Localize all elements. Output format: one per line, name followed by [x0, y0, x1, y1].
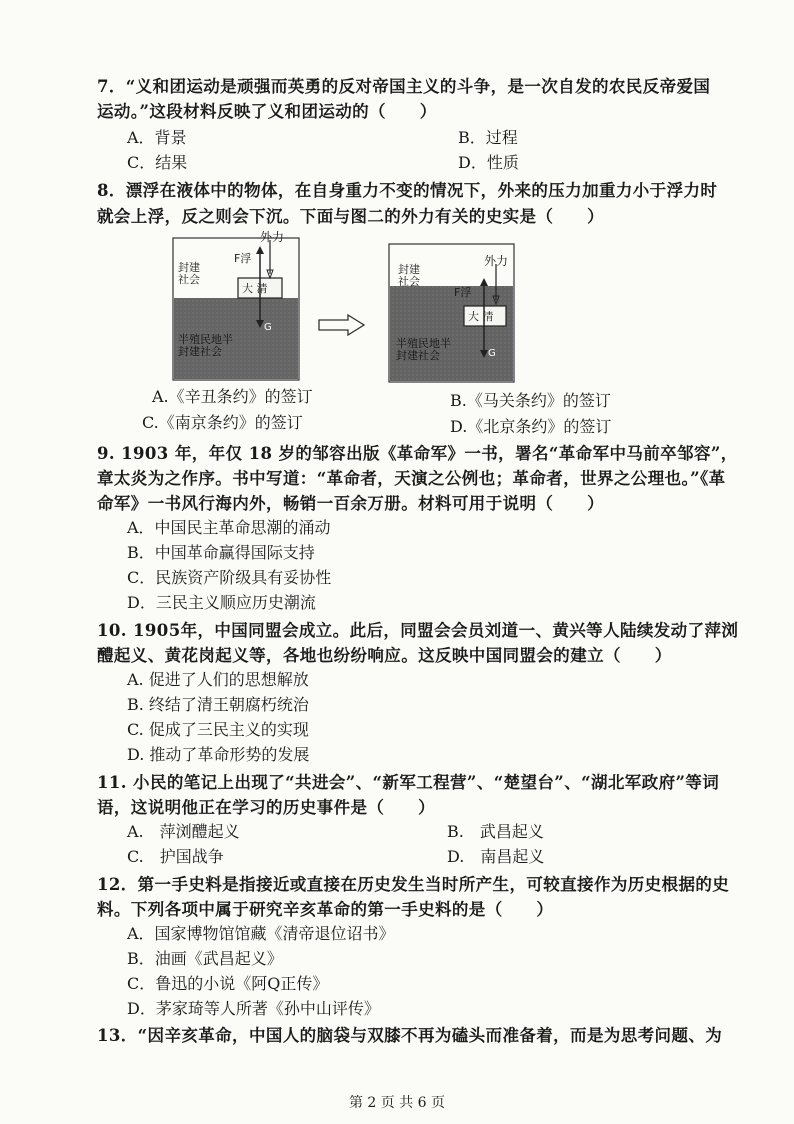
fig1-feudal-society-label: 封建社会 — [178, 261, 200, 286]
fig2-buoyancy-label: F浮 — [454, 286, 472, 299]
q7-option-a: A．背景 — [127, 128, 187, 147]
page-number-footer: 第 2 页 共 6 页 — [348, 1095, 446, 1111]
fig2-semi-colonial-label: 半殖民地半封建社会 — [396, 337, 451, 362]
q8-option-c: C.《南京条约》的签订 — [142, 413, 303, 432]
fig2-qing-box-label: 大 清 — [468, 310, 494, 323]
q10-option-d: D. 推动了革命形势的发展 — [127, 745, 310, 764]
q9-option-b: B．中国革命赢得国际支持 — [127, 543, 315, 562]
fig1-outside-force-label: 外力 — [260, 230, 285, 244]
q7-option-d: D．性质 — [458, 153, 519, 172]
fig1-semi-colonial-label: 半殖民地半封建社会 — [178, 333, 233, 358]
q10-stem-line2: 醴起义、黄花岗起义等，各地也纷纷响应。这反映中国同盟会的建立（ ） — [97, 646, 672, 665]
fig2-feudal-society-label: 封建社会 — [398, 263, 420, 288]
q7-option-b: B．过程 — [458, 128, 518, 147]
q12-option-b: B．油画《武昌起义》 — [127, 949, 283, 968]
q7-stem-line2: 运动。”这段材料反映了义和团运动的（ ） — [97, 102, 437, 121]
q8-option-d: D.《北京条约》的签订 — [450, 417, 612, 436]
q10-option-c: C. 促成了三民主义的实现 — [127, 720, 309, 739]
fig1-buoyancy-label: F浮 — [234, 252, 252, 265]
q8-stem-line1: 8．漂浮在液体中的物体，在自身重力不变的情况下，外来的压力加重力小于浮力时 — [97, 181, 718, 200]
q7-stem-line1: 7．“义和团运动是顽强而英勇的反对帝国主义的斗争，是一次自发的农民反帝爱国 — [97, 77, 711, 96]
q9-option-c: C．民族资产阶级具有妥协性 — [127, 568, 332, 587]
q12-option-c: C．鲁迅的小说《阿Q正传》 — [127, 974, 329, 993]
q9-option-a: A．中国民主革命思潮的涌动 — [127, 518, 331, 537]
fig1-qing-box-label: 大 清 — [242, 282, 268, 295]
q11-option-b: B. 武昌起义 — [447, 822, 544, 841]
q8-option-b: B.《马关条约》的签订 — [450, 391, 611, 410]
q8-option-a: A.《辛丑条约》的签订 — [152, 387, 313, 406]
q11-stem-line2: 语，这说明他正在学习的历史事件是（ ） — [97, 798, 435, 817]
q9-option-d: D．三民主义顺应历史潮流 — [127, 593, 316, 612]
fig2-outside-force-label: 外力 — [484, 254, 509, 268]
transition-arrow-icon — [318, 314, 366, 336]
q10-option-b: B. 终结了清王朝腐朽统治 — [127, 695, 309, 714]
q12-option-a: A．国家博物馆馆藏《清帝退位诏书》 — [127, 924, 395, 943]
q12-stem-line1: 12．第一手史料是指接近或直接在历史发生当时所产生，可较直接作为历史根据的史 — [97, 875, 730, 894]
q9-stem-line1: 9. 1903 年，年仅 18 岁的邹容出版《革命军》一书，署名“革命军中马前卒邹容”， — [97, 444, 738, 463]
fig2-gravity-label: G — [488, 348, 496, 359]
q10-option-a: A. 促进了人们的思想解放 — [127, 670, 309, 689]
q11-option-a: A. 萍浏醴起义 — [127, 822, 240, 841]
figure-one — [172, 228, 302, 383]
q12-option-d: D．茅家琦等人所著《孙中山评传》 — [127, 999, 380, 1018]
q7-option-c: C．结果 — [127, 153, 188, 172]
q11-option-d: D. 南昌起义 — [447, 847, 545, 866]
q11-option-c: C. 护国战争 — [127, 847, 224, 866]
figure-two — [388, 242, 516, 384]
fig1-gravity-label: G — [264, 322, 272, 333]
q12-stem-line2: 料。下列各项中属于研究辛亥革命的第一手史料的是（ ） — [97, 900, 554, 919]
q10-stem-line1: 10. 1905年，中国同盟会成立。此后，同盟会会员刘道一、黄兴等人陆续发动了萍浏 — [97, 621, 739, 640]
q13-stem-line1: 13．“因辛亥革命，中国人的脑袋与双膝不再为磕头而准备着，而是为思考问题、为 — [97, 1026, 723, 1045]
q11-stem-line1: 11. 小民的笔记上出现了“共进会”、“新军工程营”、“楚望台”、“湖北军政府”等词 — [97, 773, 720, 792]
q9-stem-line3: 命军》一书风行海内外，畅销一百余万册。材料可用于说明（ ） — [97, 494, 604, 513]
q8-stem-line2: 就会上浮，反之则会下沉。下面与图二的外力有关的史实是（ ） — [97, 207, 604, 226]
q9-stem-line2: 章太炎为之作序。书中写道：“革命者，天演之公例也；革命者，世界之公理也。”《革 — [97, 469, 726, 488]
